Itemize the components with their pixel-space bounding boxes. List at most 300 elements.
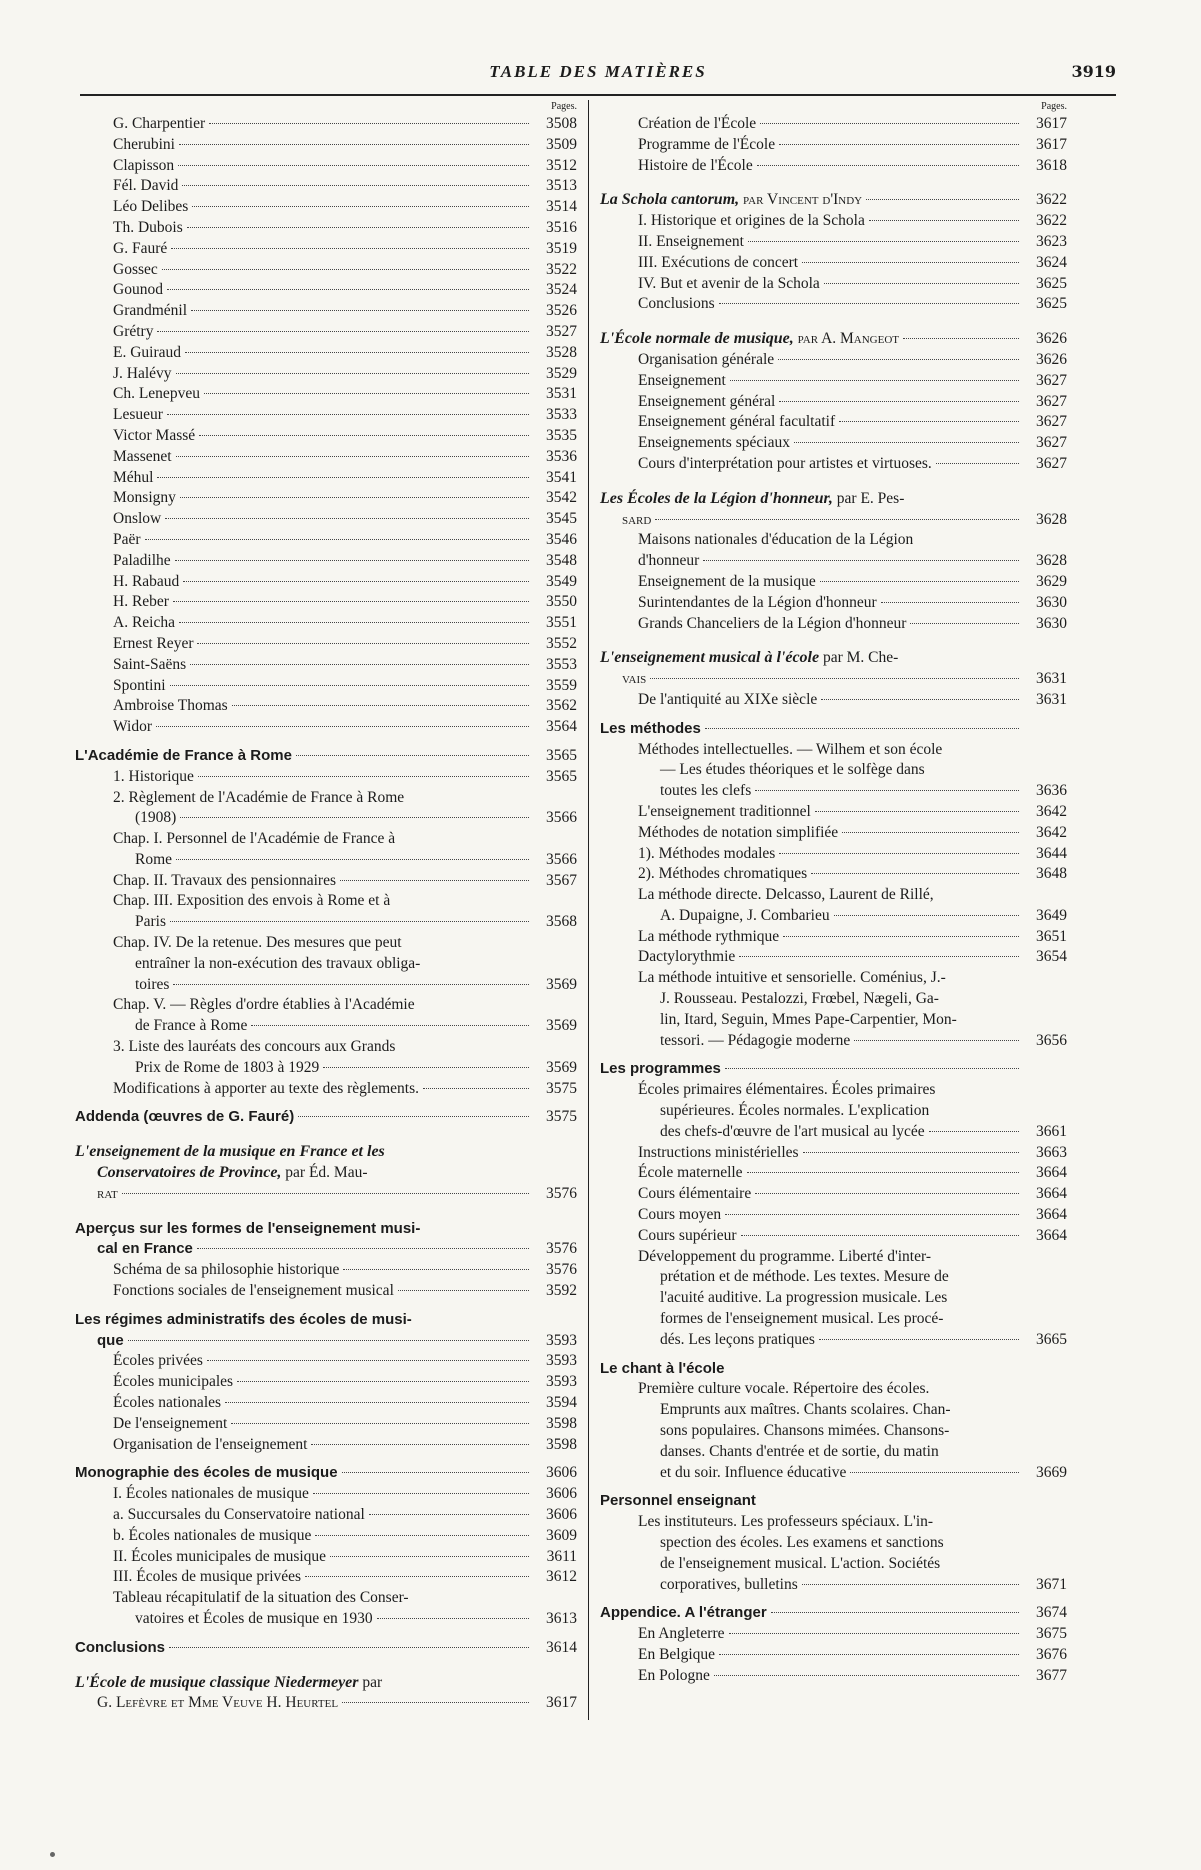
toc-entry-text: spection des écoles. Les examens et sanctions: [660, 1534, 944, 1551]
dot-leader: [778, 359, 1019, 360]
entry-title: Conclusions: [638, 295, 715, 313]
page-ref: 3606: [546, 1485, 577, 1503]
toc-entry: [75, 488, 577, 509]
entry-title: Ch. Lenepveu: [113, 385, 200, 403]
dot-leader: [204, 393, 529, 394]
toc-entry-text: Développement du programme. Liberté d'inter-: [638, 1247, 932, 1265]
page-ref: 3617: [1036, 135, 1067, 153]
dot-leader: [730, 380, 1019, 381]
entry-title: Écoles municipales: [113, 1373, 234, 1391]
toc-entry: [600, 1143, 1067, 1164]
page-ref: 3654: [1036, 948, 1067, 966]
toc-entry-text: danses. Chants d'entrée et de sortie, du matin: [660, 1442, 939, 1460]
dot-leader: [824, 283, 1019, 284]
toc-entry-text: lin, Itard, Seguin, Mmes Pape-Carpentier, Mon-: [660, 1010, 957, 1028]
toc-entry: toutes les clefs 3636: [660, 782, 1067, 800]
dot-leader: [869, 220, 1019, 221]
dot-leader: [145, 539, 529, 540]
toc-entry: A. Dupaigne, J. Combarieu 3649: [660, 906, 1067, 924]
dot-leader: [747, 1172, 1019, 1173]
page-ref: 3629: [1036, 572, 1067, 590]
running-title: TABLE DES MATIÈRES: [489, 62, 707, 81]
page-ref: 3612: [546, 1568, 577, 1586]
section-title: Personnel enseignant: [600, 1492, 756, 1510]
entry-title: Clapisson: [113, 156, 175, 174]
toc-entry: que 3593: [97, 1331, 577, 1349]
toc-entry: [75, 343, 577, 364]
entry-title: Paladilhe: [113, 551, 171, 569]
programmes-list: [600, 1143, 1067, 1247]
page-ref: 3535: [546, 426, 577, 444]
entry-title: Méhul: [113, 468, 154, 486]
page-ref: 3598: [546, 1435, 577, 1453]
toc-entry: vais 3631: [622, 670, 1067, 688]
page-ref: 3611: [546, 1547, 577, 1565]
entry-title: H. Rabaud: [113, 572, 180, 590]
toc-entry: Paris 3568: [135, 913, 577, 931]
toc-entry: [600, 232, 1067, 253]
entry-title: Massenet: [113, 447, 172, 465]
dot-leader: [185, 352, 529, 353]
page-ref: 3564: [546, 718, 577, 736]
toc-entry: 1. Historique 3565: [113, 767, 577, 785]
toc-entry: de France à Rome 3569: [135, 1017, 577, 1035]
dot-leader: [167, 414, 529, 415]
dot-leader: [192, 206, 529, 207]
page-ref: 3618: [1036, 156, 1067, 174]
toc-entry: [75, 1505, 577, 1526]
entry-title: II. Enseignement: [638, 232, 744, 250]
page-ref: 3549: [546, 572, 577, 590]
entry-title: Création de l'École: [638, 115, 757, 132]
toc-entry-text: Écoles primaires élémentaires. Écoles primaires: [638, 1081, 936, 1099]
dot-leader: [231, 1423, 529, 1424]
toc-entry: [600, 1163, 1067, 1184]
toc-entry: [600, 572, 1067, 593]
entry-title: H. Reber: [113, 593, 169, 611]
page-ref: 3531: [546, 385, 577, 403]
page-ref: 3533: [546, 406, 577, 424]
entry-title: II. Écoles municipales de musique: [113, 1547, 327, 1565]
toc-entry: [75, 156, 577, 177]
dot-leader: [719, 303, 1019, 304]
page-ref: 3627: [1036, 434, 1067, 452]
toc-entry-text: entraîner la non-exécution des travaux obliga-: [135, 954, 421, 972]
toc-entry: tessori. — Pédagogie moderne 3656: [660, 1031, 1067, 1049]
dot-leader: [173, 601, 529, 602]
dot-leader: [779, 401, 1019, 402]
entry-title: L'enseignement traditionnel: [638, 802, 811, 820]
dot-leader: [760, 123, 1019, 124]
toc-entry: Modifications à apporter au texte des règlements. 3575: [113, 1079, 577, 1097]
entry-title: Ernest Reyer: [113, 634, 194, 652]
dot-leader: [802, 262, 1019, 263]
toc-entry: [75, 634, 577, 655]
toc-entry-academie: L'Académie de France à Rome 3565: [75, 746, 577, 764]
page-ref: 3627: [1036, 392, 1067, 410]
appendice-list: [600, 1624, 1067, 1686]
page-ref: 3625: [1036, 295, 1067, 313]
page-ref: 3627: [1036, 371, 1067, 389]
dot-leader: [811, 873, 1019, 874]
dot-leader: [156, 726, 529, 727]
entry-title: Onslow: [113, 510, 162, 528]
entry-title: J. Halévy: [113, 364, 172, 382]
composer-list: [75, 114, 577, 738]
entry-title: Cours élémentaire: [638, 1185, 752, 1203]
page-ref: 3664: [1036, 1164, 1067, 1182]
toc-entry: [75, 1484, 577, 1505]
normale-list: [600, 350, 1067, 475]
toc-entry: [75, 1414, 577, 1435]
toc-entry: [600, 864, 1067, 885]
toc-entry-normale: L'École normale de musique, par A. Mangeot 3626: [600, 330, 1067, 348]
page-ref: 3550: [546, 593, 577, 611]
page-ref: 3675: [1036, 1625, 1067, 1643]
toc-entry: [600, 433, 1067, 454]
dot-leader: [237, 1381, 529, 1382]
entry-title: G. Charpentier: [113, 115, 206, 132]
entry-title: 2). Méthodes chromatiques: [638, 865, 808, 883]
dot-leader: [182, 185, 529, 186]
toc-entry: [600, 454, 1067, 475]
page-ref: 3626: [1036, 350, 1067, 368]
dot-leader: [178, 165, 529, 166]
dot-leader: [779, 853, 1019, 854]
toc-entry-addenda: Addenda (œuvres de G. Fauré) 3575: [75, 1108, 577, 1126]
dot-leader: [815, 811, 1019, 812]
toc-entry: G. Lefèvre et Mme Veuve H. Heurtel 3617: [97, 1694, 577, 1712]
toc-entry: [600, 135, 1067, 156]
entry-title: En Angleterre: [638, 1625, 725, 1643]
right-column: [600, 100, 1067, 1687]
dot-leader: [165, 518, 529, 519]
entry-title: Widor: [113, 718, 152, 736]
dot-leader: [187, 227, 529, 228]
entry-title: Cours supérieur: [638, 1226, 737, 1244]
toc-entry: [75, 655, 577, 676]
section-title: Aperçus sur les formes de l'enseignement musi-: [75, 1219, 421, 1237]
schola-list: [600, 211, 1067, 315]
toc-entry: cal en France 3576: [97, 1240, 577, 1258]
dot-leader: [311, 1444, 529, 1445]
dot-leader: [779, 144, 1019, 145]
entry-title: Enseignement général: [638, 392, 776, 410]
dot-leader: [305, 1576, 529, 1577]
page-ref: 3593: [546, 1352, 577, 1370]
toc-entry: [75, 260, 577, 281]
toc-entry-monographie: Monographie des écoles de musique 3606: [75, 1464, 577, 1482]
entry-title: De l'enseignement: [113, 1414, 228, 1432]
toc-entry: [600, 412, 1067, 433]
section-title-line: Conservatoires de Province, par Éd. Mau-: [97, 1164, 368, 1182]
toc-entry: [75, 1393, 577, 1414]
entry-title: Instructions ministérielles: [638, 1143, 799, 1161]
column-divider: [588, 100, 589, 1720]
page-ref: 3644: [1036, 844, 1067, 862]
page-ref: 3609: [546, 1526, 577, 1544]
page-ref: 3642: [1036, 802, 1067, 820]
toc-entry: [600, 1205, 1067, 1226]
entry-title: Paër: [113, 530, 141, 548]
toc-entry: [75, 676, 577, 697]
section-title: L'enseignement de la musique en France et les: [75, 1143, 385, 1161]
page-ref: 3664: [1036, 1185, 1067, 1203]
monographie-list: [75, 1484, 577, 1588]
dot-leader: [783, 936, 1019, 937]
dot-leader: [803, 1152, 1019, 1153]
entry-title: Programme de l'École: [638, 135, 776, 153]
dot-leader: [232, 705, 529, 706]
toc-entry: [75, 572, 577, 593]
entry-title: En Belgique: [638, 1645, 716, 1663]
dot-leader: [167, 289, 529, 290]
toc-entry: vatoires et Écoles de musique en 1930 3613: [135, 1609, 577, 1627]
entry-title: Cours d'interprétation pour artistes et virtuoses.: [638, 454, 932, 472]
dot-leader: [191, 310, 529, 311]
dot-leader: [157, 331, 529, 332]
toc-entry: (1908) 3566: [135, 809, 577, 827]
toc-entry: [75, 1547, 577, 1568]
dot-leader: [839, 421, 1019, 422]
entry-title: G. Fauré: [113, 239, 168, 257]
toc-entry: [600, 614, 1067, 635]
dot-leader: [190, 664, 529, 665]
entry-title: Écoles privées: [113, 1352, 203, 1370]
page-ref: 3548: [546, 551, 577, 569]
entry-title: Grandménil: [113, 302, 188, 320]
entry-title: Monsigny: [113, 489, 176, 507]
header-rule: [80, 94, 1116, 96]
page-ref: 3526: [546, 302, 577, 320]
dot-leader: [757, 165, 1019, 166]
page-ref: 3664: [1036, 1226, 1067, 1244]
entry-title: III. Exécutions de concert: [638, 253, 799, 271]
entry-title: Victor Massé: [113, 426, 196, 444]
toc-entry-text: formes de l'enseignement musical. Les procé-: [660, 1310, 944, 1328]
page-ref: 3627: [1036, 454, 1067, 472]
dot-leader: [197, 643, 529, 644]
toc-entry: [75, 197, 577, 218]
dot-leader: [719, 1654, 1019, 1655]
toc-entry-appendice: Appendice. A l'étranger 3674: [600, 1604, 1067, 1622]
entry-title: a. Succursales du Conservatoire national: [113, 1506, 365, 1523]
toc-entry-text: Chap. I. Personnel de l'Académie de France à: [113, 830, 396, 848]
section-title: Le chant à l'école: [600, 1359, 725, 1377]
toc-entry: [600, 156, 1067, 177]
page-header: [80, 62, 1116, 90]
dot-leader: [748, 241, 1019, 242]
dot-leader: [157, 477, 529, 478]
page-ref: 3664: [1036, 1206, 1067, 1224]
section-title: L'enseignement musical à l'école par M. Che-: [600, 649, 899, 667]
page-ref: 3651: [1036, 927, 1067, 945]
dot-leader: [175, 560, 529, 561]
toc-entry: rat 3576: [97, 1184, 577, 1202]
toc-entry: [75, 426, 577, 447]
dot-leader: [179, 622, 529, 623]
toc-entry: [75, 1567, 577, 1588]
page-ref: 3546: [546, 530, 577, 548]
toc-entry: Schéma de sa philosophie historique 3576: [113, 1261, 577, 1279]
dot-leader: [820, 581, 1019, 582]
left-column: [75, 100, 577, 1714]
entry-title: Surintendantes de la Légion d'honneur: [638, 593, 877, 611]
toc-entry-schola: La Schola cantorum, par Vincent d'Indy 3622: [600, 191, 1067, 209]
entry-title: E. Guiraud: [113, 343, 182, 361]
pages-column-label: Pages.: [551, 101, 577, 112]
dot-leader: [207, 1360, 529, 1361]
toc-entry: [75, 509, 577, 530]
entry-title: En Pologne: [638, 1666, 710, 1684]
dot-leader: [741, 1235, 1019, 1236]
toc-entry-text: prétation et de méthode. Les textes. Mesure de: [660, 1268, 949, 1286]
toc-entry: [600, 294, 1067, 315]
entry-title: Grétry: [113, 322, 154, 340]
dot-leader: [170, 685, 529, 686]
entry-title: III. Écoles de musique privées: [113, 1568, 302, 1586]
entry-title: Gossec: [113, 260, 158, 278]
page-ref: 3594: [546, 1394, 577, 1412]
toc-entry: [75, 280, 577, 301]
toc-entry: [75, 1435, 577, 1456]
toc-entry: [600, 927, 1067, 948]
entry-title: Enseignements spéciaux: [638, 434, 790, 452]
entry-title: b. Écoles nationales de musique: [113, 1526, 312, 1544]
legion-list: [600, 572, 1067, 634]
toc-entry-text: 2. Règlement de l'Académie de France à Rome: [113, 788, 405, 806]
toc-entry: Prix de Rome de 1803 à 1929 3569: [135, 1058, 577, 1076]
toc-entry: [75, 114, 577, 135]
toc-entry: [75, 1351, 577, 1372]
toc-entry-text: Chap. V. — Règles d'ordre établies à l'Académie: [113, 996, 415, 1014]
toc-entry: [75, 364, 577, 385]
toc-entry: [75, 301, 577, 322]
toc-entry: [75, 717, 577, 738]
toc-entry: [600, 211, 1067, 232]
toc-entry: [75, 1526, 577, 1547]
methodes-list: [600, 802, 1067, 885]
toc-entry-programmes: Les programmes: [600, 1059, 1067, 1080]
entry-title: Lesueur: [113, 406, 163, 424]
page-ref: 3545: [546, 510, 577, 528]
section-title: Les régimes administratifs des écoles de musi-: [75, 1310, 412, 1328]
dot-leader: [936, 463, 1019, 464]
page-ref: 3598: [546, 1414, 577, 1432]
page-ref: 3622: [1036, 212, 1067, 230]
page-ref: 3527: [546, 322, 577, 340]
toc-entry: [600, 253, 1067, 274]
page-ref: 3553: [546, 655, 577, 673]
toc-entry: [600, 1645, 1067, 1666]
toc-entry-text: La méthode directe. Delcasso, Laurent de Rillé,: [638, 886, 934, 904]
dot-leader: [369, 1514, 529, 1515]
page-ref: 3519: [546, 239, 577, 257]
toc-entry: [75, 176, 577, 197]
dot-leader: [313, 1493, 529, 1494]
toc-entry: et du soir. Influence éducative 3669: [660, 1463, 1067, 1481]
toc-entry: [75, 530, 577, 551]
dot-leader: [171, 248, 529, 249]
toc-entry: [75, 384, 577, 405]
page-ref: 3522: [546, 260, 577, 278]
entry-title: Th. Dubois: [113, 218, 183, 236]
toc-entry: [600, 1624, 1067, 1645]
page-ref: 3624: [1036, 253, 1067, 271]
toc-entry: [600, 844, 1067, 865]
toc-entry-text: Chap. III. Exposition des envois à Rome et à: [113, 892, 391, 910]
toc-entry-methodes: Les méthodes: [600, 719, 1067, 740]
page-ref: 3513: [546, 177, 577, 195]
page-ref: 3542: [546, 489, 577, 507]
dot-leader: [794, 442, 1019, 443]
dot-leader: [714, 1675, 1019, 1676]
dot-leader: [179, 144, 529, 145]
section-title: Les Écoles de la Légion d'honneur, par E. Pes-: [600, 489, 905, 507]
page-ref: 3630: [1036, 593, 1067, 611]
entry-title: Méthodes de notation simplifiée: [638, 823, 839, 841]
toc-entry: Rome 3566: [135, 850, 577, 868]
entry-title: Enseignement de la musique: [638, 572, 816, 590]
toc-entry-text: Tableau récapitulatif de la situation des Conser-: [113, 1589, 409, 1607]
toc-entry: [600, 392, 1067, 413]
toc-entry-text: Première culture vocale. Répertoire des écoles.: [638, 1380, 930, 1398]
dot-leader: [729, 1633, 1019, 1634]
entry-title: IV. But et avenir de la Schola: [638, 274, 820, 292]
entry-title: 1). Méthodes modales: [638, 844, 776, 862]
page-ref: 3509: [546, 135, 577, 153]
page-ref: 3630: [1036, 614, 1067, 632]
page-ref: 3648: [1036, 865, 1067, 883]
entry-title: I. Historique et origines de la Schola: [638, 212, 865, 230]
entry-title: La méthode rythmique: [638, 927, 780, 945]
toc-entry-text: de l'enseignement musical. L'action. Sociétés: [660, 1554, 941, 1572]
toc-entry: [75, 239, 577, 260]
page-ref: 3559: [546, 676, 577, 694]
entry-title: I. Écoles nationales de musique: [113, 1485, 309, 1503]
entry-title: Cherubini: [113, 135, 175, 153]
toc-entry: [600, 274, 1067, 295]
dot-leader: [176, 373, 529, 374]
page-ref: 3663: [1036, 1143, 1067, 1161]
dot-leader: [755, 1193, 1019, 1194]
page-ref: 3516: [546, 218, 577, 236]
page-ref: 3617: [1036, 115, 1067, 132]
page-ref: 3529: [546, 364, 577, 382]
dot-leader: [739, 956, 1019, 957]
toc-entry: [600, 350, 1067, 371]
toc-entry: [75, 322, 577, 343]
toc-entry: dés. Les leçons pratiques 3665: [660, 1330, 1067, 1348]
niedermeyer-subentries: [600, 114, 1067, 176]
dot-leader: [842, 832, 1019, 833]
entry-title: Enseignement: [638, 371, 726, 389]
toc-entry-text: l'acuité auditive. La progression musicale. Les: [660, 1289, 948, 1307]
page-ref: 3524: [546, 281, 577, 299]
toc-entry: toires 3569: [135, 975, 577, 993]
page-ref: 3552: [546, 634, 577, 652]
page-ref: 3562: [546, 697, 577, 715]
toc-entry: Chap. II. Travaux des pensionnaires 3567: [113, 871, 577, 889]
toc-entry: [600, 114, 1067, 135]
entry-title: Enseignement général facultatif: [638, 413, 836, 431]
entry-title: Histoire de l'École: [638, 156, 753, 174]
page-ref: 3536: [546, 447, 577, 465]
page-number: 3919: [1071, 62, 1116, 81]
toc-entry: corporatives, bulletins 3671: [660, 1575, 1067, 1593]
toc-entry: [75, 613, 577, 634]
toc-entry: De l'antiquité au XIXe siècle 3631: [638, 690, 1067, 708]
